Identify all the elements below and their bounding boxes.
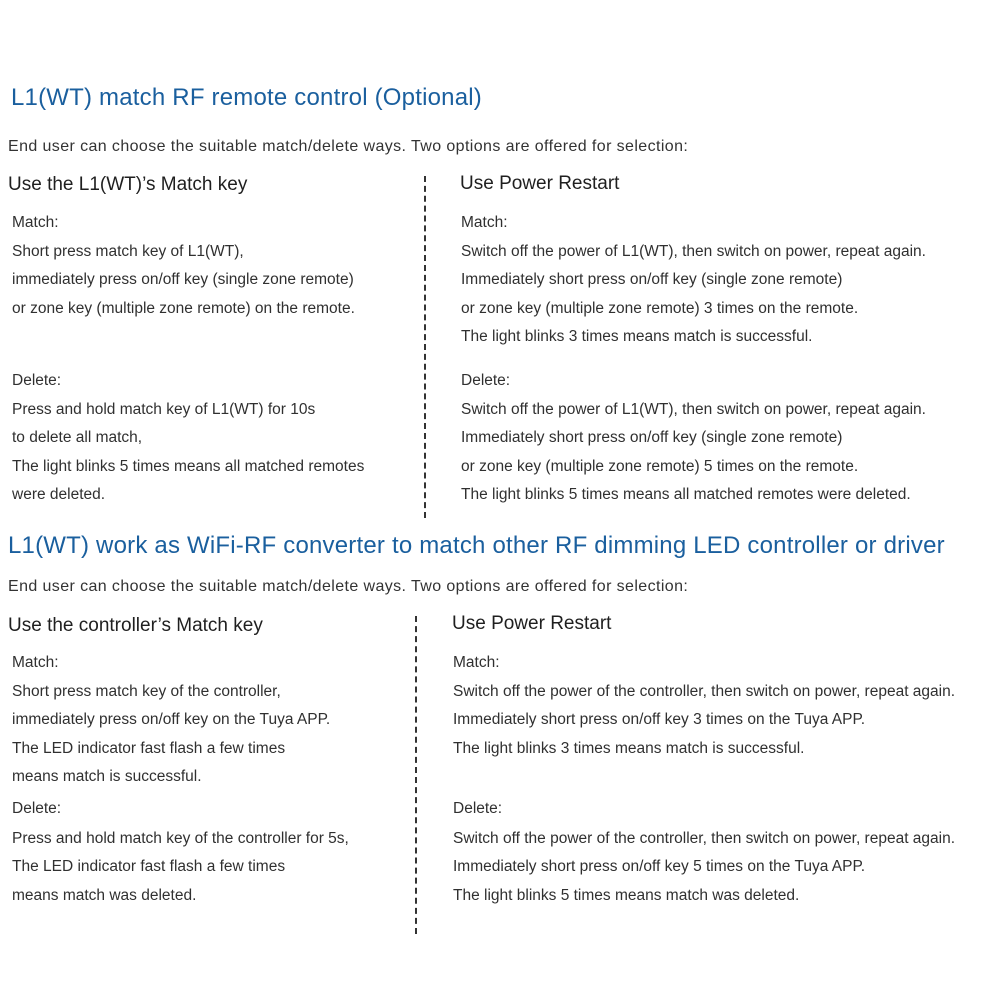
- section1-left-delete-label: Delete:: [12, 372, 62, 389]
- text-line: Short press match key of the controller,: [12, 683, 281, 700]
- section1-intro: End user can choose the suitable match/delete ways. Two options are offered for selection:: [8, 138, 689, 155]
- section2-right-match-label: Match:: [453, 654, 500, 671]
- section2-intro: End user can choose the suitable match/delete ways. Two options are offered for selection:: [8, 578, 689, 595]
- text-line: Immediately short press on/off key (single zone remote): [461, 271, 843, 289]
- section2-left-heading: Use the controller’s Match key: [8, 615, 263, 636]
- text-line: were deleted.: [12, 485, 106, 503]
- section1-right-match-label: Match:: [461, 214, 508, 231]
- section2-right-match-text: [453, 678, 955, 763]
- text-line: The light blinks 3 times means match is successful.: [453, 739, 805, 757]
- section2-left-delete-label: Delete:: [12, 800, 62, 817]
- section1-left-heading: Use the L1(WT)’s Match key: [8, 174, 248, 195]
- text-line: Switch off the power of L1(WT), then switch on power, repeat again.: [461, 401, 926, 418]
- section2-left-match-label: Match:: [12, 654, 59, 671]
- text-line: The light blinks 5 times means all matched remotes: [12, 457, 365, 475]
- text-line: means match is successful.: [12, 767, 202, 785]
- text-line: or zone key (multiple zone remote) on the remote.: [12, 299, 355, 317]
- text-line: Immediately short press on/off key (single zone remote): [461, 429, 843, 447]
- text-line: The LED indicator fast flash a few times: [12, 739, 286, 757]
- section2-right-heading: Use Power Restart: [452, 613, 612, 634]
- section1-right-heading: Use Power Restart: [460, 173, 620, 194]
- text-line: The LED indicator fast flash a few times: [12, 858, 286, 876]
- text-line: immediately press on/off key (single zone remote): [12, 271, 354, 289]
- text-line: to delete all match,: [12, 429, 143, 447]
- text-line: means match was deleted.: [12, 886, 197, 904]
- section1-column-divider: [424, 176, 426, 518]
- section2-right-delete-text: [453, 825, 955, 910]
- text-line: The light blinks 5 times means match was deleted.: [453, 886, 800, 904]
- section1-left-match-label: Match:: [12, 214, 59, 231]
- section1-right-delete-text: [461, 396, 926, 509]
- text-line: Switch off the power of the controller, then switch on power, repeat again.: [453, 830, 956, 847]
- text-line: or zone key (multiple zone remote) 3 times on the remote.: [461, 299, 859, 317]
- text-line: Press and hold match key of the controller for 5s,: [12, 830, 349, 847]
- section2-column-divider: [415, 616, 417, 934]
- section1-title: L1(WT) match RF remote control (Optional): [11, 84, 482, 111]
- text-line: Short press match key of L1(WT),: [12, 243, 244, 260]
- section1-left-match-text: [12, 238, 355, 323]
- section1-right-delete-label: Delete:: [461, 372, 511, 389]
- section1-left-delete-text: [12, 396, 364, 509]
- section2-left-match-text: [12, 678, 330, 791]
- text-line: or zone key (multiple zone remote) 5 times on the remote.: [461, 457, 859, 475]
- section2-right-delete-label: Delete:: [453, 800, 503, 817]
- section2-title: L1(WT) work as WiFi-RF converter to match other RF dimming LED controller or driver: [8, 532, 945, 559]
- text-line: immediately press on/off key on the Tuya APP.: [12, 711, 331, 729]
- text-line: The light blinks 3 times means match is successful.: [461, 327, 813, 345]
- text-line: Switch off the power of the controller, then switch on power, repeat again.: [453, 683, 956, 700]
- text-line: Immediately short press on/off key 3 times on the Tuya APP.: [453, 711, 866, 729]
- section1-right-match-text: [461, 238, 926, 351]
- text-line: Switch off the power of L1(WT), then switch on power, repeat again.: [461, 243, 926, 260]
- section2-left-delete-text: [12, 825, 349, 910]
- text-line: The light blinks 5 times means all matched remotes were deleted.: [461, 485, 911, 503]
- text-line: Press and hold match key of L1(WT) for 10s: [12, 401, 316, 418]
- text-line: Immediately short press on/off key 5 times on the Tuya APP.: [453, 858, 866, 876]
